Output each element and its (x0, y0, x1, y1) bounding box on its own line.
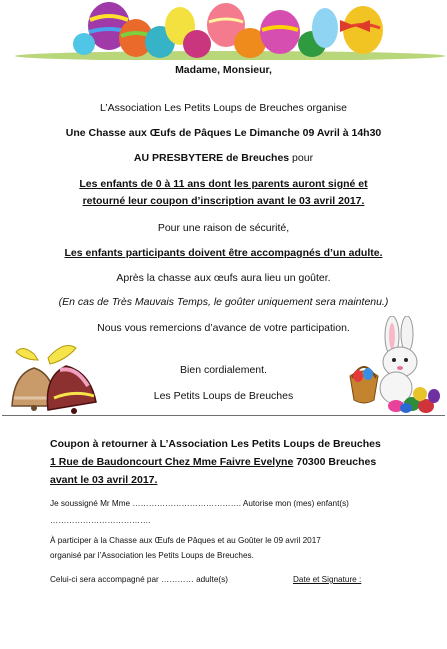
coupon-address: 1 Rue de Baudoncourt Chez Mme Faivre Evelyne (50, 456, 294, 468)
thanks-text: Nous vous remercions d’avance de votre participation. (97, 322, 350, 334)
coupon-participation-line-2: organisé par l’Association les Petits Loups de Breuches. (50, 551, 254, 560)
easter-bunny-illustration (334, 316, 444, 416)
event-announcement: Une Chasse aux Œufs de Pâques Le Dimanche 09 Avril à 14h30 (65, 127, 382, 139)
coupon-date-signature: Date et Signature : (293, 575, 362, 584)
coupon-declaration: Je soussigné Mr Mme …………………………………. Autorise mon (mes) enfant(s) (50, 499, 349, 508)
signature-text: Les Petits Loups de Breuches (153, 390, 294, 402)
easter-bells-illustration (4, 336, 114, 416)
section-divider (2, 415, 445, 416)
location-tail: pour (289, 152, 314, 164)
audience-line-2: retourné leur coupon d’inscription avant le 03 avril 2017. (82, 195, 365, 207)
organizer-intro: L’Association Les Petits Loups de Breuches organise (100, 102, 347, 114)
coupon-address-line (50, 456, 376, 468)
event-location (0, 152, 447, 164)
greeting: Madame, Monsieur, (175, 64, 272, 76)
coupon-accompanied-by: Celui-ci sera accompagné par ………… adulte(s) (50, 575, 228, 584)
coupon-participation-line-1: À participer à la Chasse aux Œufs de Pâques et au Goûter le 09 avril 2017 (50, 536, 321, 545)
bad-weather-notice: (En cas de Très Mauvais Temps, le goûter uniquement sera maintenu.) (58, 296, 389, 308)
easter-eggs-banner (0, 0, 447, 60)
coupon-postcode: 70300 Breuches (293, 456, 377, 468)
closing-text: Bien cordialement. (180, 364, 267, 376)
coupon-dots: ………………………………. (50, 516, 151, 525)
coupon-title: Coupon à retourner à L’Association Les Petits Loups de Breuches (50, 438, 381, 450)
location-strong: AU PRESBYTERE de Breuches (133, 152, 290, 164)
coupon-deadline: avant le 03 avril 2017. (50, 474, 158, 486)
snack-notice: Après la chasse aux œufs aura lieu un goûter. (116, 272, 331, 284)
accompaniment-rule: Les enfants participants doivent être accompagnés d’un adulte. (64, 247, 383, 259)
audience-line-1: Les enfants de 0 à 11 ans dont les parents auront signé et (79, 178, 368, 190)
safety-notice: Pour une raison de sécurité, (157, 222, 290, 234)
